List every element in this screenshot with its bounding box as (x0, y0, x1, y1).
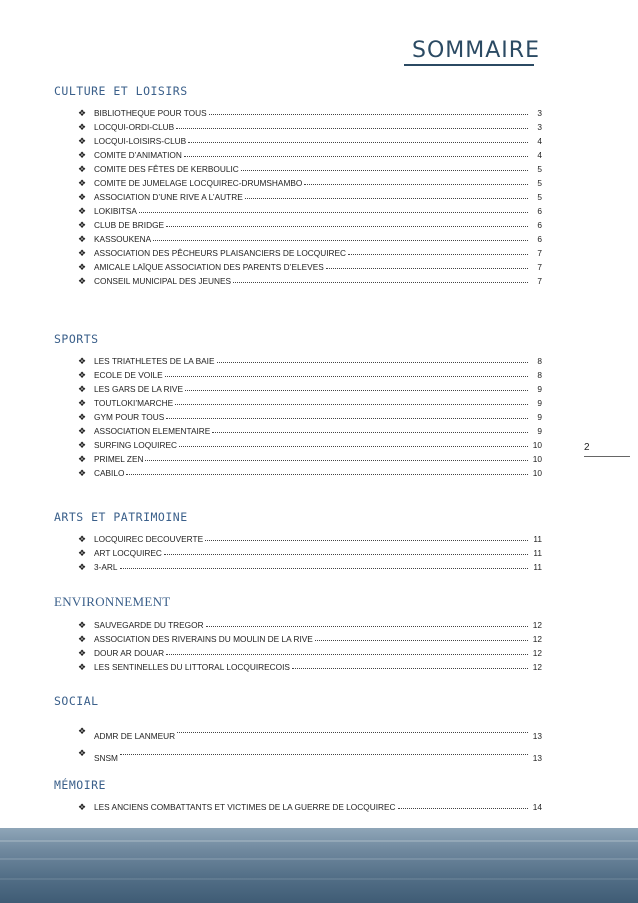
section-arts-patrimoine (54, 510, 542, 572)
toc-entry-label: SAUVEGARDE DU TREGOR (94, 620, 204, 630)
toc-entry[interactable] (78, 244, 542, 258)
toc-entry-page: 6 (537, 234, 542, 244)
toc-entry-page: 7 (537, 262, 542, 272)
toc-entry-label: LES GARS DE LA RIVE (94, 384, 183, 394)
toc-entry-label: LES TRIATHLETES DE LA BAIE (94, 356, 215, 366)
toc-entry-page: 6 (537, 220, 542, 230)
diamond-bullet-icon: ❖ (78, 370, 87, 380)
toc-entry-page: 12 (532, 620, 542, 630)
toc-entry-label: ART LOCQUIREC (94, 548, 162, 558)
dot-leader (206, 626, 528, 627)
dot-leader (164, 554, 528, 555)
toc-entry-page: 4 (537, 136, 542, 146)
toc-entry-page: 9 (537, 412, 542, 422)
toc-entry-page: 3 (537, 122, 542, 132)
section-social (54, 694, 542, 763)
toc-entry-label: ASSOCIATION DES RIVERAINS DU MOULIN DE LA RIVE (94, 634, 313, 644)
toc-entry-page: 5 (537, 192, 542, 202)
toc-entry-label: CLUB DE BRIDGE (94, 220, 165, 230)
toc-entry[interactable] (78, 630, 542, 644)
diamond-bullet-icon: ❖ (78, 548, 87, 558)
section-heading: CULTURE ET LOISIRS (54, 84, 188, 98)
toc-entry[interactable] (78, 644, 542, 658)
toc-entry-page: 7 (537, 276, 542, 286)
toc-entry-label: COMITE D’ANIMATION (94, 150, 182, 160)
toc-entry-label: LES SENTINELLES DU LITTORAL LOCQUIRECOIS (94, 662, 290, 672)
toc-entry-label: KASSOUKENA (94, 234, 152, 244)
toc-entry[interactable] (78, 202, 542, 216)
sea-photo-footer (0, 828, 638, 903)
section-sports (54, 332, 542, 478)
toc-entry[interactable]: ❖ SNSM 13 (78, 748, 542, 763)
toc-entry-label: LOCQUI-LOISIRS-CLUB (94, 136, 187, 146)
wave-line (0, 840, 638, 842)
toc-entry-label: LOCQUI-ORDI-CLUB (94, 122, 175, 132)
toc-entry-page: 5 (537, 164, 542, 174)
dot-leader (205, 540, 528, 541)
toc-entry-label: LES ANCIENS COMBATTANTS ET VICTIMES DE LA GUERRE DE LOCQUIREC (94, 802, 396, 812)
toc-entry-page: 14 (532, 802, 542, 812)
dot-leader (188, 142, 528, 143)
toc-entry-page: 9 (537, 384, 542, 394)
toc-entry-label: ASSOCIATION DES PÊCHEURS PLAISANCIERS DE LOCQUIREC (94, 248, 347, 258)
section-heading: ARTS ET PATRIMOINE (54, 510, 188, 524)
toc-entry-label: TOUTLOKI’MARCHE (94, 398, 174, 408)
diamond-bullet-icon: ❖ (78, 384, 87, 394)
dot-leader (120, 754, 528, 755)
page-number-rule (584, 456, 630, 457)
toc-entry[interactable] (78, 132, 542, 146)
title-underline (404, 64, 534, 66)
toc-entry[interactable] (78, 272, 542, 286)
section-heading: SPORTS (54, 332, 99, 346)
diamond-bullet-icon: ❖ (78, 262, 87, 272)
toc-entry[interactable] (78, 658, 542, 672)
diamond-bullet-icon: ❖ (78, 412, 87, 422)
toc-entry[interactable] (78, 450, 542, 464)
toc-entry-label: GYM POUR TOUS (94, 412, 165, 422)
dot-leader (217, 362, 528, 363)
dot-leader (176, 128, 528, 129)
section-memoire (54, 778, 542, 812)
diamond-bullet-icon: ❖ (78, 164, 87, 174)
diamond-bullet-icon: ❖ (78, 178, 87, 188)
dot-leader (126, 474, 528, 475)
toc-entry[interactable] (78, 558, 542, 572)
toc-entry[interactable]: ❖ ADMR DE LANMEUR 13 (78, 726, 542, 741)
diamond-bullet-icon: ❖ (78, 356, 87, 366)
dot-leader (241, 170, 528, 171)
section-heading: ENVIRONNEMENT (54, 594, 171, 609)
dot-leader (315, 640, 528, 641)
toc-entry-label: PRIMEL ZEN (94, 454, 144, 464)
toc-entry[interactable] (78, 464, 542, 478)
toc-entry[interactable] (78, 160, 542, 174)
diamond-bullet-icon: ❖ (78, 468, 87, 478)
diamond-bullet-icon: ❖ (78, 534, 87, 544)
dot-leader (166, 226, 528, 227)
dot-leader (245, 198, 528, 199)
toc-entry[interactable] (78, 436, 542, 450)
diamond-bullet-icon: ❖ (78, 398, 87, 408)
diamond-bullet-icon: ❖ (78, 150, 87, 160)
toc-entry-label: ASSOCIATION D’UNE RIVE A L’AUTRE (94, 192, 243, 202)
toc-entry[interactable] (78, 216, 542, 230)
dot-leader (233, 282, 528, 283)
dot-leader (165, 376, 528, 377)
toc-entry-page: 11 (533, 534, 542, 544)
toc-entry-page: 6 (537, 206, 542, 216)
toc-entry-page: 9 (537, 426, 542, 436)
toc-entry-page: 12 (532, 648, 542, 658)
toc-entry[interactable] (78, 798, 542, 812)
toc-list (54, 798, 542, 812)
section-environnement (54, 594, 542, 672)
toc-list (54, 352, 542, 478)
dot-leader (145, 460, 528, 461)
toc-entry-page: 12 (532, 634, 542, 644)
section-heading: SOCIAL (54, 694, 99, 708)
toc-entry-label: ECOLE DE VOILE (94, 370, 163, 380)
dot-leader (209, 114, 528, 115)
dot-leader (179, 446, 528, 447)
toc-entry-label: COMITE DES FÊTES DE KERBOULIC (94, 164, 239, 174)
diamond-bullet-icon: ❖ (78, 234, 87, 244)
page-number: 2 (584, 442, 590, 453)
toc-entry[interactable] (78, 188, 542, 202)
toc-entry-label: CABILO (94, 468, 125, 478)
toc-entry-page: 8 (537, 356, 542, 366)
dot-leader (120, 568, 528, 569)
toc-entry[interactable] (78, 394, 542, 408)
toc-entry[interactable] (78, 118, 542, 132)
diamond-bullet-icon: ❖ (78, 454, 87, 464)
toc-entry-label: SURFING LOQUIREC (94, 440, 177, 450)
toc-entry[interactable] (78, 530, 542, 544)
toc-list (54, 530, 542, 572)
diamond-bullet-icon: ❖ (78, 426, 87, 436)
dot-leader (326, 268, 528, 269)
diamond-bullet-icon: ❖ (78, 220, 87, 230)
diamond-bullet-icon: ❖ (78, 748, 87, 758)
diamond-bullet-icon: ❖ (78, 122, 87, 132)
diamond-bullet-icon: ❖ (78, 136, 87, 146)
toc-entry[interactable] (78, 230, 542, 244)
toc-entry-page: 11 (533, 548, 542, 558)
toc-entry[interactable] (78, 258, 542, 272)
toc-entry-page: 11 (533, 562, 542, 572)
diamond-bullet-icon: ❖ (78, 248, 87, 258)
toc-entry-page: 5 (537, 178, 542, 188)
toc-entry-label: LOKIBITSA (94, 206, 137, 216)
diamond-bullet-icon: ❖ (78, 440, 87, 450)
dot-leader (166, 654, 528, 655)
wave-line (0, 878, 638, 880)
toc-entry[interactable] (78, 408, 542, 422)
diamond-bullet-icon: ❖ (78, 192, 87, 202)
toc-entry[interactable] (78, 544, 542, 558)
toc-entry-page: 8 (537, 370, 542, 380)
toc-entry-label: AMICALE LAÏQUE ASSOCIATION DES PARENTS D’ELEVES (94, 262, 324, 272)
diamond-bullet-icon: ❖ (78, 802, 87, 812)
toc-entry[interactable] (78, 366, 542, 380)
diamond-bullet-icon: ❖ (78, 662, 87, 672)
dot-leader (348, 254, 528, 255)
dot-leader (177, 732, 528, 733)
toc-entry-page: 9 (537, 398, 542, 408)
toc-entry[interactable] (78, 352, 542, 366)
dot-leader (304, 184, 528, 185)
diamond-bullet-icon: ❖ (78, 108, 87, 118)
toc-entry-label: COMITE DE JUMELAGE LOCQUIREC-DRUMSHAMBO (94, 178, 303, 188)
toc-list (54, 714, 542, 763)
toc-entry-page: 12 (532, 662, 542, 672)
diamond-bullet-icon: ❖ (78, 634, 87, 644)
page-title: SOMMAIRE (412, 38, 540, 63)
toc-entry-label: ASSOCIATION ELEMENTAIRE (94, 426, 211, 436)
diamond-bullet-icon: ❖ (78, 648, 87, 658)
dot-leader (212, 432, 528, 433)
dot-leader (175, 404, 528, 405)
toc-entry[interactable] (78, 104, 542, 118)
dot-leader (139, 212, 528, 213)
dot-leader (166, 418, 528, 419)
diamond-bullet-icon: ❖ (78, 620, 87, 630)
dot-leader (292, 668, 528, 669)
dot-leader (398, 808, 528, 809)
toc-entry-label: DOUR AR DOUAR (94, 648, 165, 658)
dot-leader (153, 240, 528, 241)
toc-entry-page: 3 (537, 108, 542, 118)
toc-entry-label: BIBLIOTHEQUE POUR TOUS (94, 108, 207, 118)
wave-line (0, 858, 638, 860)
toc-entry-page: 10 (532, 454, 542, 464)
toc-entry-label: 3-ARL (94, 562, 118, 572)
toc-entry[interactable] (78, 146, 542, 160)
toc-entry[interactable] (78, 616, 542, 630)
dot-leader (184, 156, 528, 157)
toc-entry-label: CONSEIL MUNICIPAL DES JEUNES (94, 276, 232, 286)
section-heading: MÉMOIRE (54, 778, 106, 792)
toc-entry-label: LOCQUIREC DECOUVERTE (94, 534, 204, 544)
diamond-bullet-icon: ❖ (78, 206, 87, 216)
toc-entry-page: 4 (537, 150, 542, 160)
toc-entry[interactable] (78, 422, 542, 436)
dot-leader (185, 390, 528, 391)
toc-list (54, 104, 542, 286)
diamond-bullet-icon: ❖ (78, 562, 87, 572)
toc-list (54, 616, 542, 672)
toc-entry-page: 10 (532, 468, 542, 478)
toc-entry-page: 10 (532, 440, 542, 450)
toc-entry[interactable] (78, 380, 542, 394)
toc-entry[interactable] (78, 174, 542, 188)
diamond-bullet-icon: ❖ (78, 726, 87, 736)
diamond-bullet-icon: ❖ (78, 276, 87, 286)
toc-entry-page: 7 (537, 248, 542, 258)
section-culture-loisirs (54, 84, 542, 286)
